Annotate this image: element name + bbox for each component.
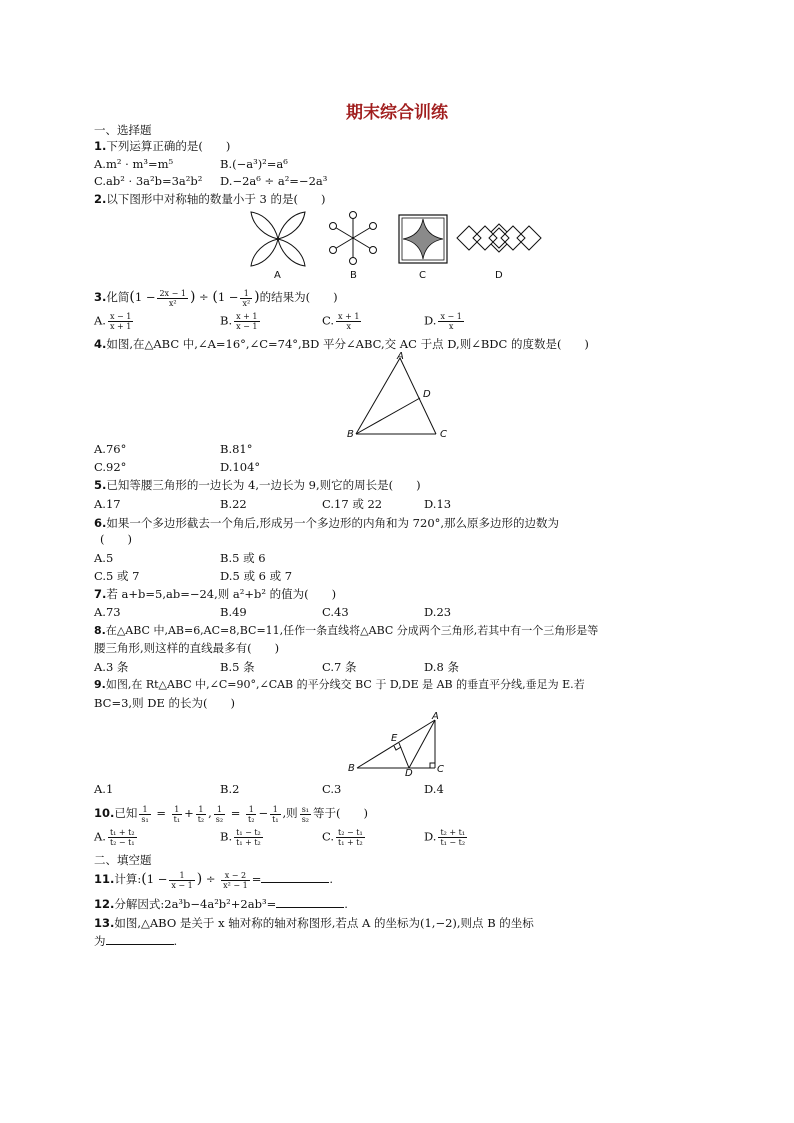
q7-option-d[interactable]: D.23	[424, 605, 452, 619]
q5-option-d[interactable]: D.13	[424, 497, 452, 511]
q3-option-c[interactable]: C. $\frac{x + 1}{x}$	[322, 312, 360, 331]
q3-option-d[interactable]: D. $\frac{x - 1}{x}$	[424, 312, 462, 331]
figure-label-a: A	[274, 270, 281, 281]
question-8	[94, 624, 598, 638]
point-b-label: B	[347, 429, 354, 440]
q9-option-a[interactable]: A.1	[94, 782, 114, 796]
diamond-chain-figure	[455, 222, 543, 254]
question-number: 12.	[94, 897, 115, 911]
question-7	[94, 587, 336, 601]
point-a-label: A	[397, 351, 404, 362]
question-12: 12.分解因式:2a³b−4a²b²+2ab³= .	[94, 897, 348, 911]
question-number: 10.	[94, 806, 115, 820]
question-11: 11.计算:(1 − $\frac{1}{x - 1}$ ) ÷ $\frac{x - 2}{\text{x² − 1}}$ = .	[94, 870, 334, 890]
answer-blank[interactable]	[276, 897, 344, 908]
question-number: 6.	[94, 516, 107, 530]
triangle-abc-figure	[340, 348, 455, 444]
four-petal-figure	[247, 208, 309, 270]
q1-option-c[interactable]: C.ab² · 3a²b=3a²b²	[94, 174, 203, 188]
question-stem-pre: 化简	[106, 290, 130, 304]
q6-option-b[interactable]: B.5 或 6	[220, 551, 266, 565]
fraction: $\frac{1}{\text{x²}}$	[242, 288, 251, 308]
question-number: 9.	[94, 678, 106, 691]
question-stem: 在△ABC 中,AB=6,AC=8,BC=11,任作一条直线将△ABC 分成两个三角形,若其中有一个三角形是等	[105, 624, 599, 637]
figure-label-d: D	[495, 270, 503, 281]
question-stem-post: ,则	[282, 806, 298, 820]
q7-option-a[interactable]: A.73	[94, 605, 121, 619]
q5-option-c[interactable]: C.17 或 22	[322, 497, 383, 511]
question-stem-pre: 计算:	[114, 872, 142, 886]
question-stem: 如图,在 Rt△ABC 中,∠C=90°,∠CAB 的平分线交 BC 于 D,DE 是 AB 的垂直平分线,垂足为 E.若	[105, 678, 585, 691]
q8-option-a[interactable]: A.3 条	[94, 660, 129, 674]
q5-option-b[interactable]: B.22	[220, 497, 247, 511]
q1-option-a[interactable]: A.m² · m³=m⁵	[94, 157, 174, 171]
question-stem: 若 a+b=5,ab=−24,则 a²+b² 的值为( )	[106, 587, 337, 601]
q6-option-a[interactable]: A.5	[94, 551, 114, 565]
question-stem: 以下图形中对称轴的数量小于 3 的是( )	[106, 192, 326, 206]
question-5	[94, 478, 421, 492]
question-stem-post: 的结果为( )	[259, 290, 338, 304]
q9-option-c[interactable]: C.3	[322, 782, 342, 796]
question-number: 11.	[94, 872, 115, 886]
q10-option-a[interactable]: A. $\frac{\text{t₁ + t₂}}{\text{t₂ − t₁}}$	[94, 828, 135, 847]
question-9	[94, 678, 585, 692]
question-stem-end: 等于( )	[313, 806, 368, 820]
question-3: 3.化简(1 − $\frac{2x - 1}{\text{x²}}$ ) ÷ (1 − $\frac{1}{\text{x²}}$ )的结果为( )	[94, 288, 338, 308]
six-spoke-figure	[327, 210, 379, 266]
point-d-label: D	[405, 768, 413, 779]
question-10: 10.已知 $\frac{1}{\text{s₁}}$ = $\frac{1}{\text{t₁}}$ + $\frac{1}{\text{t₂}}$ , $\frac{1}{\text{s₂}}$ = $\frac{1}{\text{t₂}}$ − $\frac{1}{\text{t₁}}$ ,则 $\frac{\text{s₁}}{\text{s₂}}$ 等于( )	[94, 804, 368, 824]
q6-option-d[interactable]: D.5 或 6 或 7	[220, 569, 293, 583]
section-heading-choice: 一、选择题	[94, 123, 152, 137]
question-stem: 如图,△ABO 是关于 x 轴对称的轴对称图形,若点 A 的坐标为(1,−2),则点 B 的坐标	[114, 916, 534, 930]
q10-option-d[interactable]: D. $\frac{\text{t₂ + t₁}}{\text{t₁ − t₂}}$	[424, 828, 466, 847]
q9-option-d[interactable]: D.4	[424, 782, 444, 796]
q8-option-c[interactable]: C.7 条	[322, 660, 357, 674]
page-title: 期末综合训练	[346, 103, 448, 123]
question-6	[94, 516, 559, 530]
q5-option-a[interactable]: A.17	[94, 497, 121, 511]
q4-option-c[interactable]: C.92°	[94, 460, 127, 474]
square-star-figure	[398, 214, 448, 264]
fraction: $\frac{2x - 1}{\text{x²}}$	[159, 288, 186, 308]
q7-option-b[interactable]: B.49	[220, 605, 247, 619]
q3-option-b[interactable]: B. $\frac{x + 1}{x - 1}$	[220, 312, 258, 331]
answer-blank[interactable]	[106, 934, 174, 945]
question-2	[94, 192, 325, 206]
question-13-cont: 为 .	[94, 934, 178, 948]
question-number: 1.	[94, 139, 107, 153]
question-6-cont: ( )	[100, 532, 132, 546]
question-stem: 如果一个多边形截去一个角后,形成另一个多边形的内角和为 720°,那么原多边形的边数为	[106, 516, 560, 530]
question-number: 8.	[94, 624, 106, 637]
point-a-label: A	[432, 711, 439, 722]
q3-option-a[interactable]: A. $\frac{x - 1}{x + 1}$	[94, 312, 132, 331]
answer-blank[interactable]	[261, 872, 329, 883]
question-number: 2.	[94, 192, 107, 206]
q8-option-b[interactable]: B.5 条	[220, 660, 255, 674]
point-d-label: D	[423, 389, 431, 400]
question-9-cont: BC=3,则 DE 的长为( )	[94, 696, 235, 710]
q9-option-b[interactable]: B.2	[220, 782, 240, 796]
q10-option-c[interactable]: C. $\frac{\text{t₂ − t₁}}{\text{t₁ + t₂}}$	[322, 828, 363, 847]
section-heading-fill: 二、填空题	[94, 853, 152, 867]
question-stem: 分解因式:2a³b−4a²b²+2ab³=	[114, 897, 277, 911]
question-number: 7.	[94, 587, 107, 601]
q1-option-b[interactable]: B.(−a³)²=a⁶	[220, 157, 288, 171]
question-stem: 已知等腰三角形的一边长为 4,一边长为 9,则它的周长是( )	[106, 478, 421, 492]
q6-option-c[interactable]: C.5 或 7	[94, 569, 140, 583]
question-stem: 下列运算正确的是( )	[106, 139, 231, 153]
q7-option-c[interactable]: C.43	[322, 605, 349, 619]
figure-label-c: C	[419, 270, 426, 281]
question-1	[94, 139, 230, 153]
point-c-label: C	[437, 764, 444, 775]
figure-label-b: B	[350, 270, 357, 281]
question-number: 13.	[94, 916, 115, 930]
question-number: 3.	[94, 290, 107, 304]
question-number: 4.	[94, 337, 107, 351]
point-e-label: E	[391, 733, 398, 744]
question-8-cont: 腰三角形,则这样的直线最多有( )	[94, 641, 280, 655]
q1-option-d[interactable]: D.−2a⁶ ÷ a²=−2a³	[220, 174, 328, 188]
point-c-label: C	[440, 429, 447, 440]
question-13	[94, 916, 534, 930]
q4-option-b[interactable]: B.81°	[220, 442, 253, 456]
question-stem: 如图,在△ABC 中,∠A=16°,∠C=74°,BD 平分∠ABC,交 AC 于点 D,则∠BDC 的度数是( )	[106, 337, 589, 351]
q4-option-a[interactable]: A.76°	[94, 442, 127, 456]
point-b-label: B	[348, 763, 355, 774]
q10-option-b[interactable]: B. $\frac{\text{t₁ − t₂}}{\text{t₁ + t₂}}$	[220, 828, 261, 847]
question-stem-pre: 已知	[114, 806, 138, 820]
question-number: 5.	[94, 478, 107, 492]
q8-option-d[interactable]: D.8 条	[424, 660, 459, 674]
q4-option-d[interactable]: D.104°	[220, 460, 261, 474]
